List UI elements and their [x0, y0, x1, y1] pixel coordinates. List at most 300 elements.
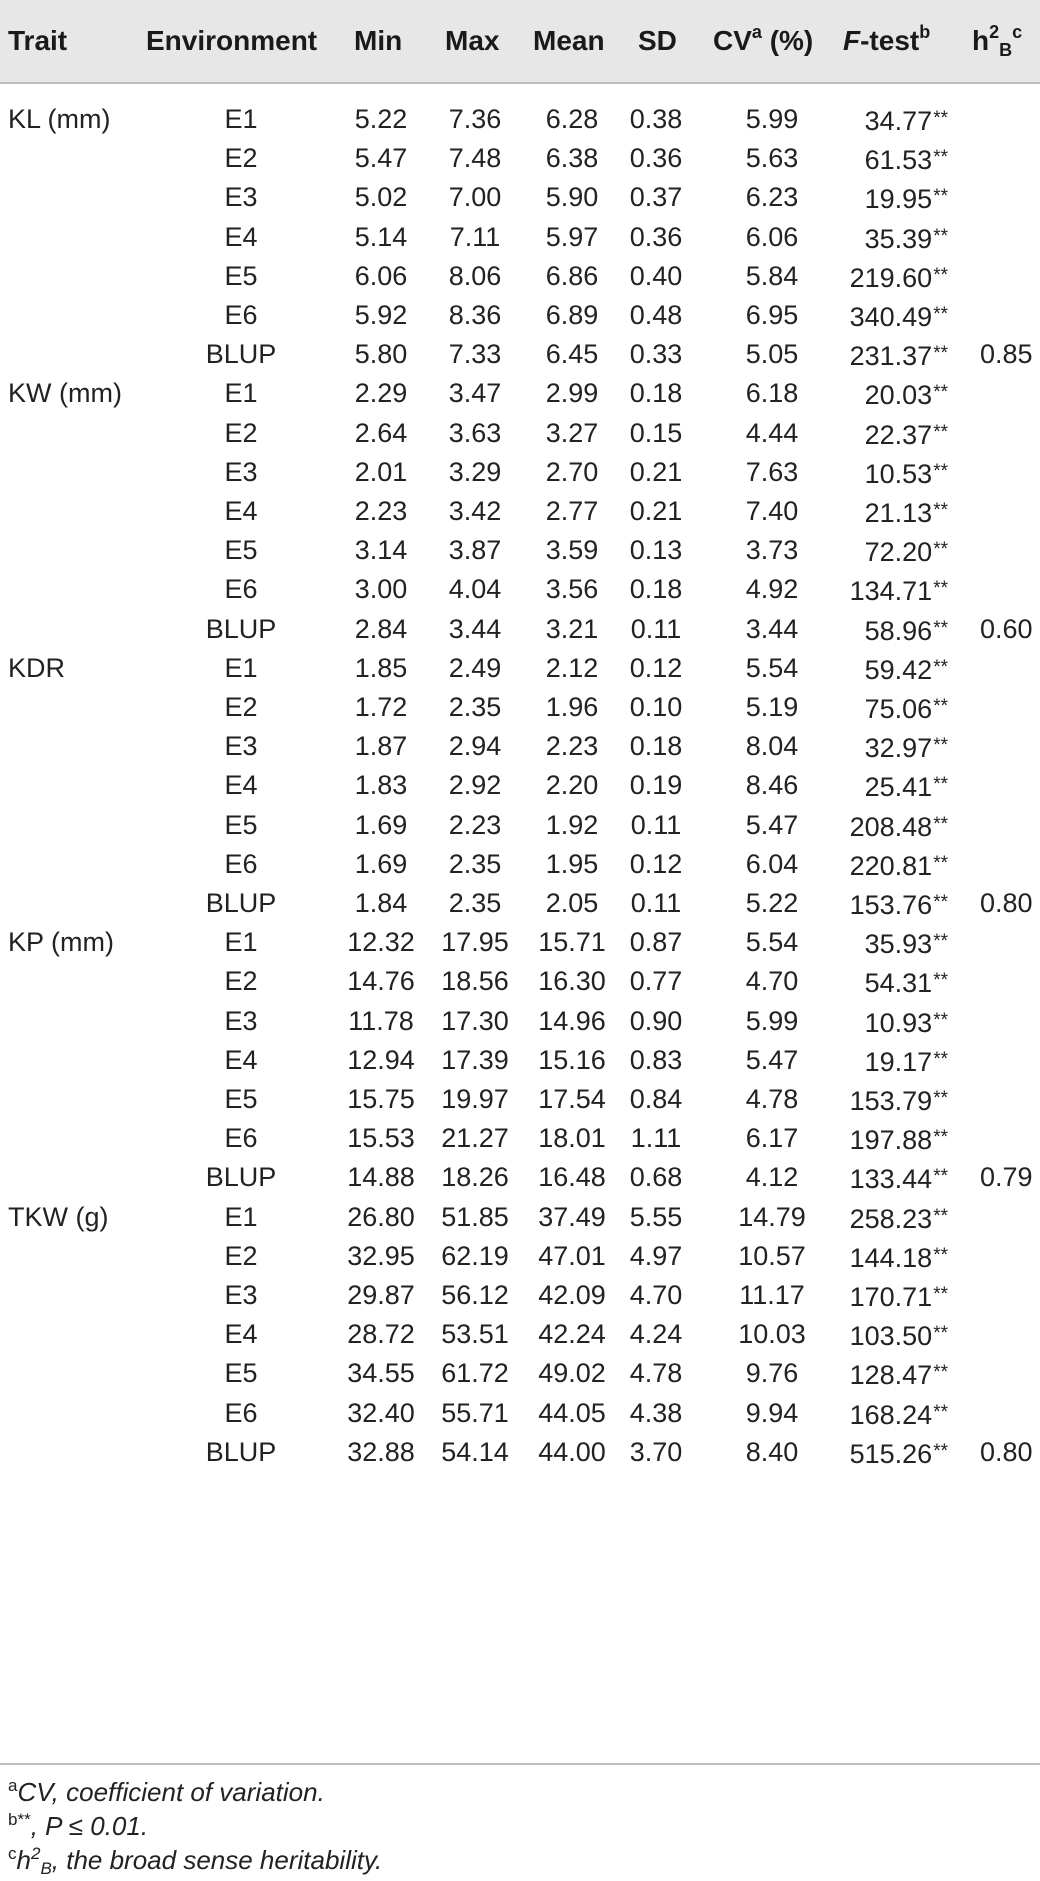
significance-marker: **	[933, 1284, 948, 1305]
significance-marker: **	[933, 1440, 948, 1462]
max-cell: 54.14	[441, 1436, 509, 1467]
sd-cell: 0.84	[629, 1084, 683, 1114]
significance-marker: **	[933, 774, 948, 796]
environment-cell: E6	[224, 1397, 258, 1428]
environment-cell: E2	[224, 143, 258, 174]
header-sd: SD	[638, 25, 677, 56]
cv-cell: 4.78	[745, 1084, 799, 1114]
footnote-c-sup: 2	[30, 1844, 41, 1863]
min-cell: 12.32	[347, 927, 415, 958]
min-cell: 1.69	[354, 809, 408, 840]
sd-cell: 0.37	[629, 182, 683, 213]
significance-marker: **	[933, 539, 948, 561]
significance-marker: **	[933, 1048, 948, 1070]
significance-marker: **	[933, 147, 948, 169]
max-cell: 3.29	[448, 456, 502, 487]
ftest-value: 219.60	[849, 262, 933, 293]
ftest-value: 58.96	[864, 615, 933, 646]
ftest-value: 10.53	[864, 458, 933, 489]
max-cell: 2.94	[448, 731, 502, 762]
cv-cell: 9.76	[745, 1358, 799, 1389]
max-cell: 21.27	[441, 1123, 509, 1154]
footnote-b-mark: b	[8, 1810, 18, 1829]
significance-marker: **	[933, 1088, 948, 1109]
ftest-value: 258.23	[849, 1203, 933, 1234]
ftest-value: 144.18	[849, 1242, 933, 1273]
header-ftest-footnote-mark: b	[919, 22, 931, 42]
environment-cell: E4	[224, 221, 258, 252]
mean-cell: 3.56	[545, 574, 599, 605]
cv-cell: 6.04	[745, 848, 799, 879]
mean-cell: 37.49	[538, 1201, 606, 1232]
footnote-c-h: h	[16, 1845, 31, 1875]
ftest-value: 19.95	[864, 184, 933, 215]
min-cell: 1.87	[354, 731, 408, 762]
cv-cell: 3.44	[745, 613, 799, 644]
mean-cell: 3.59	[545, 535, 599, 566]
max-cell: 62.19	[441, 1240, 509, 1271]
significance-marker: **	[933, 1323, 948, 1345]
sd-cell: 0.12	[629, 652, 683, 683]
environment-cell: E6	[224, 1123, 258, 1154]
max-cell: 53.51	[441, 1319, 509, 1350]
table-row	[0, 1429, 1040, 1475]
sd-cell: 0.21	[629, 496, 683, 526]
significance-marker: **	[933, 970, 948, 992]
min-cell: 1.85	[354, 652, 408, 683]
sd-cell: 0.36	[629, 221, 683, 252]
max-cell: 2.35	[448, 888, 502, 918]
max-cell: 61.72	[441, 1358, 509, 1389]
significance-marker: **	[933, 617, 948, 639]
ftest-value: 340.49	[849, 302, 933, 332]
min-cell: 14.88	[347, 1162, 415, 1193]
mean-cell: 6.28	[545, 104, 599, 134]
significance-marker: **	[933, 696, 948, 717]
mean-cell: 2.70	[545, 456, 599, 487]
header-environment: Environment	[146, 25, 318, 56]
max-cell: 3.63	[448, 417, 502, 448]
min-cell: 15.75	[347, 1084, 415, 1114]
significance-marker: **	[933, 852, 948, 874]
environment-cell: BLUP	[205, 1436, 277, 1467]
sd-cell: 0.19	[629, 770, 683, 801]
environment-cell: E1	[224, 104, 258, 134]
header-h2-sub: B	[999, 40, 1013, 60]
significance-marker: **	[933, 264, 948, 286]
ftest-value: 208.48	[849, 811, 933, 842]
max-cell: 8.36	[448, 300, 502, 330]
environment-cell: E2	[224, 692, 258, 722]
min-cell: 26.80	[347, 1201, 415, 1232]
ftest-value: 34.77	[864, 106, 933, 136]
cv-cell: 5.22	[745, 888, 799, 918]
mean-cell: 2.77	[545, 496, 599, 526]
sd-cell: 0.38	[629, 104, 683, 134]
max-cell: 3.47	[448, 378, 502, 409]
heritability-cell: 0.80	[980, 888, 1033, 918]
mean-cell: 16.48	[538, 1162, 606, 1193]
min-cell: 5.80	[354, 339, 408, 370]
sd-cell: 0.18	[629, 574, 683, 605]
trait-cell: TKW (g)	[8, 1201, 109, 1232]
ftest-value: 59.42	[864, 654, 933, 685]
cv-cell: 6.95	[745, 300, 799, 330]
header-h2-sup: 2	[989, 22, 1000, 42]
min-cell: 2.23	[354, 496, 408, 526]
significance-marker: **	[933, 656, 948, 678]
min-cell: 32.40	[347, 1397, 415, 1428]
mean-cell: 16.30	[538, 966, 606, 997]
significance-marker: **	[933, 578, 948, 600]
table-bottom-rule	[0, 1763, 1040, 1765]
max-cell: 2.92	[448, 770, 502, 801]
environment-cell: E1	[224, 1201, 258, 1232]
ftest-value: 231.37	[849, 341, 933, 372]
header-ftest	[843, 0, 930, 82]
heritability-cell: 0.80	[980, 1436, 1033, 1467]
min-cell: 3.14	[354, 535, 408, 566]
max-cell: 2.35	[448, 848, 502, 879]
min-cell: 28.72	[347, 1319, 415, 1350]
cv-cell: 6.18	[745, 378, 799, 409]
max-cell: 7.36	[448, 104, 502, 134]
header-h2-footnote-mark: c	[1012, 22, 1023, 42]
mean-cell: 17.54	[538, 1084, 606, 1114]
max-cell: 2.49	[448, 652, 502, 683]
ftest-value: 134.71	[849, 576, 933, 607]
sd-cell: 0.18	[629, 731, 683, 762]
significance-marker: **	[933, 813, 948, 835]
cv-cell: 5.19	[745, 692, 799, 722]
header-heritability	[972, 0, 1022, 82]
sd-cell: 0.15	[629, 417, 683, 448]
cv-cell: 5.54	[745, 652, 799, 683]
mean-cell: 6.86	[545, 260, 599, 291]
footnote-b-text: , P ≤ 0.01.	[30, 1811, 149, 1841]
ftest-value: 103.50	[849, 1321, 933, 1352]
mean-cell: 5.90	[545, 182, 599, 213]
cv-cell: 10.57	[738, 1240, 806, 1271]
significance-marker: **	[933, 1166, 948, 1188]
header-ftest-f: F	[843, 25, 861, 56]
cv-cell: 4.70	[745, 966, 799, 997]
environment-cell: BLUP	[205, 888, 277, 918]
significance-marker: **	[933, 1009, 948, 1031]
environment-cell: E2	[224, 417, 258, 448]
header-cv-footnote-mark: a	[751, 22, 762, 42]
mean-cell: 42.24	[538, 1319, 606, 1350]
significance-marker: **	[933, 931, 948, 953]
environment-cell: E4	[224, 1044, 258, 1075]
mean-cell: 6.38	[545, 143, 599, 174]
significance-marker: **	[933, 186, 948, 208]
cv-cell: 9.94	[745, 1397, 799, 1428]
mean-cell: 6.45	[545, 339, 599, 370]
cv-cell: 8.04	[745, 731, 799, 762]
sd-cell: 4.38	[629, 1397, 683, 1428]
footnote-c	[8, 1844, 382, 1879]
significance-marker: **	[933, 421, 948, 443]
cv-cell: 5.47	[745, 809, 799, 840]
ftest-value: 153.79	[849, 1086, 933, 1116]
min-cell: 5.22	[354, 104, 408, 134]
mean-cell: 2.20	[545, 770, 599, 801]
significance-marker: **	[933, 304, 948, 325]
mean-cell: 1.92	[545, 809, 599, 840]
min-cell: 3.00	[354, 574, 408, 605]
header-cv-unit: (%)	[761, 25, 814, 56]
min-cell: 5.14	[354, 221, 408, 252]
max-cell: 18.26	[441, 1162, 509, 1193]
min-cell: 2.29	[354, 378, 408, 409]
sd-cell: 0.21	[629, 456, 683, 487]
sd-cell: 0.77	[629, 966, 683, 997]
mean-cell: 6.89	[545, 300, 599, 330]
header-trait: Trait	[8, 25, 68, 56]
ftest-value: 10.93	[864, 1007, 933, 1038]
sd-cell: 0.48	[629, 300, 683, 330]
footnote-b-stars: **	[17, 1810, 31, 1829]
cv-cell: 7.40	[745, 496, 799, 526]
max-cell: 7.11	[449, 221, 501, 252]
cv-cell: 10.03	[738, 1319, 806, 1350]
significance-marker: **	[933, 382, 948, 404]
max-cell: 8.06	[448, 260, 502, 291]
header-h2-h: h	[972, 25, 990, 56]
significance-marker: **	[933, 225, 948, 247]
sd-cell: 4.70	[629, 1280, 683, 1310]
significance-marker: **	[933, 343, 948, 365]
environment-cell: E1	[224, 378, 258, 409]
mean-cell: 2.23	[545, 731, 599, 762]
cv-cell: 11.17	[739, 1280, 805, 1310]
ftest-value: 220.81	[849, 850, 933, 881]
heritability-cell: 0.85	[980, 339, 1033, 370]
ftest-value: 35.93	[864, 929, 933, 960]
min-cell: 32.88	[347, 1436, 415, 1467]
cv-cell: 5.05	[745, 339, 799, 370]
sd-cell: 5.55	[629, 1201, 683, 1232]
max-cell: 2.23	[448, 809, 502, 840]
environment-cell: E6	[224, 574, 258, 605]
max-cell: 3.42	[448, 496, 502, 526]
min-cell: 6.06	[354, 260, 408, 291]
footnote-a	[8, 1776, 325, 1808]
cv-cell: 4.12	[745, 1162, 799, 1193]
mean-cell: 49.02	[538, 1358, 606, 1389]
cv-cell: 5.99	[745, 104, 799, 134]
mean-cell: 1.95	[545, 848, 599, 879]
header-min: Min	[354, 25, 403, 56]
footnote-a-mark: a	[8, 1776, 18, 1795]
cv-cell: 8.46	[745, 770, 799, 801]
ftest-value: 22.37	[864, 419, 933, 450]
max-cell: 7.48	[448, 143, 502, 174]
mean-cell: 15.71	[538, 927, 606, 958]
sd-cell: 0.13	[629, 535, 683, 566]
min-cell: 2.64	[354, 417, 408, 448]
max-cell: 3.44	[448, 613, 502, 644]
environment-cell: E1	[224, 652, 258, 683]
sd-cell: 1.11	[630, 1123, 682, 1154]
min-cell: 32.95	[347, 1240, 415, 1271]
mean-cell: 2.12	[545, 652, 599, 683]
environment-cell: E5	[224, 1358, 258, 1389]
header-cv	[713, 0, 813, 82]
sd-cell: 0.10	[629, 692, 683, 722]
cv-cell: 4.44	[745, 417, 799, 448]
sd-cell: 4.78	[629, 1358, 683, 1389]
sd-cell: 0.12	[629, 848, 683, 879]
significance-marker: **	[933, 460, 948, 482]
environment-cell: E2	[224, 966, 258, 997]
ftest-value: 75.06	[864, 694, 933, 724]
min-cell: 5.02	[354, 182, 408, 213]
environment-cell: E6	[224, 300, 258, 330]
ftest-value: 20.03	[864, 380, 933, 411]
mean-cell: 14.96	[538, 1005, 606, 1036]
max-cell: 17.30	[441, 1005, 509, 1036]
environment-cell: BLUP	[205, 1162, 277, 1193]
mean-cell: 44.05	[538, 1397, 606, 1428]
cv-cell: 5.63	[745, 143, 799, 174]
cv-cell: 6.23	[745, 182, 799, 213]
max-cell: 3.87	[448, 535, 502, 566]
min-cell: 5.47	[354, 143, 408, 174]
min-cell: 29.87	[347, 1280, 415, 1310]
cv-cell: 4.92	[745, 574, 799, 605]
min-cell: 1.69	[354, 848, 408, 879]
sd-cell: 0.11	[630, 888, 682, 918]
ftest-value: 168.24	[849, 1399, 933, 1430]
cv-cell: 5.99	[745, 1005, 799, 1036]
ftest-value: 515.26	[849, 1438, 933, 1469]
ftest-value: 32.97	[864, 733, 933, 764]
significance-marker: **	[933, 1401, 948, 1423]
mean-cell: 15.16	[538, 1044, 606, 1075]
footnote-c-sub: B	[40, 1859, 52, 1878]
max-cell: 18.56	[441, 966, 509, 997]
significance-marker: **	[933, 1244, 948, 1266]
environment-cell: BLUP	[205, 339, 277, 370]
ftest-value: 170.71	[849, 1282, 933, 1312]
significance-marker: **	[933, 500, 948, 521]
ftest-value: 54.31	[864, 968, 933, 999]
cv-cell: 5.47	[745, 1044, 799, 1075]
cv-cell: 7.63	[745, 456, 799, 487]
max-cell: 17.95	[441, 927, 509, 958]
table-header	[0, 0, 1040, 84]
heritability-cell: 0.60	[980, 613, 1033, 644]
cv-cell: 5.84	[745, 260, 799, 291]
ftest-value: 25.41	[864, 772, 933, 803]
mean-cell: 1.96	[545, 692, 599, 722]
ftest-value: 133.44	[849, 1164, 933, 1195]
environment-cell: E4	[224, 496, 258, 526]
max-cell: 7.00	[448, 182, 502, 213]
sd-cell: 4.24	[629, 1319, 683, 1350]
trait-cell: KL (mm)	[8, 104, 111, 134]
max-cell: 19.97	[441, 1084, 509, 1114]
environment-cell: E6	[224, 848, 258, 879]
ftest-value: 128.47	[849, 1360, 933, 1391]
max-cell: 55.71	[441, 1397, 509, 1428]
environment-cell: E5	[224, 535, 258, 566]
environment-cell: E3	[224, 1005, 258, 1036]
min-cell: 5.92	[354, 300, 408, 330]
max-cell: 17.39	[441, 1044, 509, 1075]
header-ftest-rest: -test	[860, 25, 920, 56]
trait-cell: KP (mm)	[8, 927, 114, 958]
significance-marker: **	[933, 1127, 948, 1149]
mean-cell: 42.09	[538, 1280, 606, 1310]
min-cell: 34.55	[347, 1358, 415, 1389]
environment-cell: E2	[224, 1240, 258, 1271]
max-cell: 4.04	[448, 574, 502, 605]
header-max: Max	[445, 25, 500, 56]
sd-cell: 4.97	[629, 1240, 683, 1271]
ftest-value: 153.76	[849, 890, 933, 920]
environment-cell: E5	[224, 809, 258, 840]
mean-cell: 44.00	[538, 1436, 606, 1467]
environment-cell: E3	[224, 731, 258, 762]
max-cell: 2.35	[448, 692, 502, 722]
sd-cell: 0.40	[629, 260, 683, 291]
header-mean: Mean	[533, 25, 605, 56]
trait-cell: KDR	[8, 652, 66, 683]
mean-cell: 5.97	[545, 221, 599, 252]
min-cell: 14.76	[347, 966, 415, 997]
significance-marker: **	[933, 108, 948, 129]
mean-cell: 2.05	[545, 888, 599, 918]
significance-marker: **	[933, 1362, 948, 1384]
min-cell: 1.83	[354, 770, 408, 801]
ftest-value: 197.88	[849, 1125, 933, 1156]
heritability-cell: 0.79	[980, 1162, 1033, 1193]
min-cell: 12.94	[347, 1044, 415, 1075]
footnote-c-text: , the broad sense heritability.	[51, 1845, 383, 1875]
sd-cell: 0.87	[629, 927, 683, 958]
max-cell: 51.85	[441, 1201, 509, 1232]
footnote-c-mark: c	[8, 1844, 17, 1863]
trait-cell: KW (mm)	[8, 378, 122, 409]
cv-cell: 5.54	[745, 927, 799, 958]
cv-cell: 6.06	[745, 221, 799, 252]
ftest-cell	[838, 1429, 948, 1475]
ftest-value: 61.53	[864, 145, 933, 176]
min-cell: 2.01	[354, 456, 408, 487]
cv-cell: 14.79	[738, 1201, 806, 1232]
max-cell: 7.33	[448, 339, 502, 370]
max-cell: 56.12	[441, 1280, 509, 1310]
cv-cell: 6.17	[745, 1123, 799, 1154]
mean-cell: 3.27	[545, 417, 599, 448]
min-cell: 2.84	[354, 613, 408, 644]
sd-cell: 0.68	[629, 1162, 683, 1193]
environment-cell: E4	[224, 770, 258, 801]
environment-cell: E3	[224, 1280, 258, 1310]
header-cv-label: CV	[713, 25, 752, 56]
min-cell: 11.78	[348, 1005, 414, 1036]
mean-cell: 3.21	[545, 613, 599, 644]
environment-cell: E4	[224, 1319, 258, 1350]
sd-cell: 0.11	[630, 809, 682, 840]
min-cell: 15.53	[347, 1123, 415, 1154]
footnote-a-text: CV, coefficient of variation.	[17, 1777, 325, 1807]
min-cell: 1.72	[354, 692, 408, 722]
mean-cell: 18.01	[538, 1123, 606, 1154]
